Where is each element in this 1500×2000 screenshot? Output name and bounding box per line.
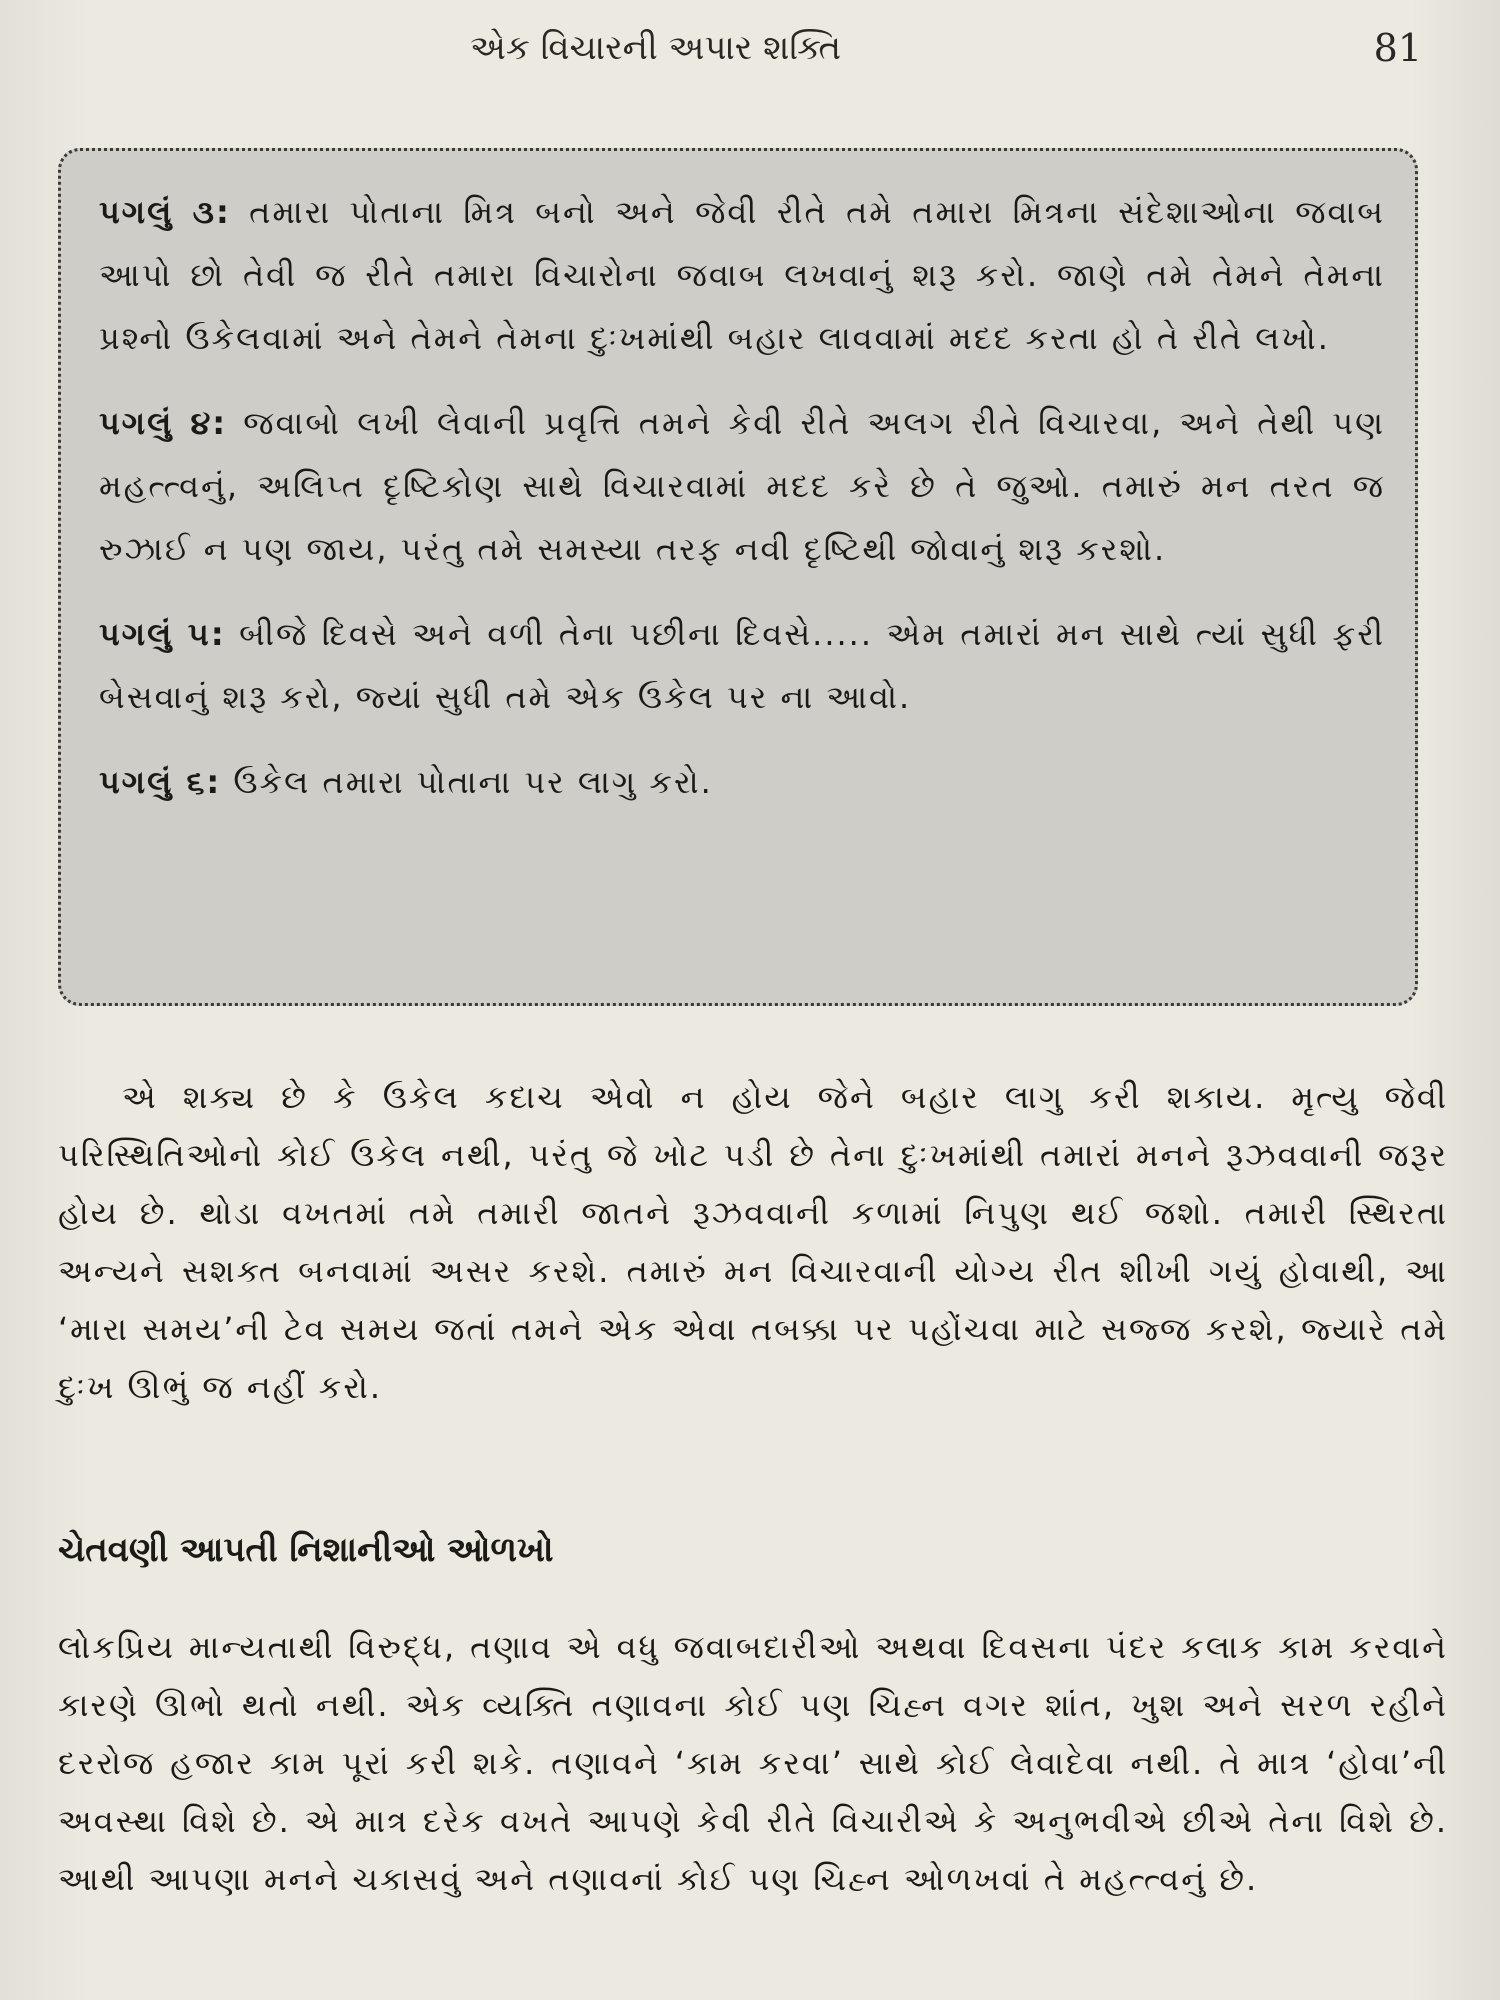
step-6-text: ઉકેલ તમારા પોતાના પર લાગુ કરો. — [233, 763, 713, 801]
steps-box — [58, 148, 1418, 1006]
step-4-label: પગલું ૪: — [99, 404, 228, 442]
body-paragraph-2: લોકપ્રિય માન્યતાથી વિરુદ્ધ, તણાવ એ વધુ જવાબદારીઓ અથવા દિવસના પંદર કલાક કામ કરવાને કારણે ઊભો થતો નથી. એક વ્યક્તિ તણાવના કોઈ પણ ચિહ્ન વગર શાંત, ખુશ અને સરળ રહીને દરરોજ હજાર કામ પૂરાં કરી શકે. તણાવને ‘કામ કરવા’ સાથે કોઈ લેવાદેવા નથી. તે માત્ર ‘હોવા’ની અવસ્થા વિશે છે. એ માત્ર દરેક વખતે આપણે કેવી રીતે વિચારીએ કે અનુભવીએ છીએ તેના વિશે છે. આથી આપણા મનને ચકાસવું અને તણાવનાં કોઈ પણ ચિહ્ન ઓળખવાં તે મહત્ત્વનું છે. — [58, 1628, 1448, 1898]
step-3-text: તમારા પોતાના મિત્ર બનો અને જેવી રીતે તમે તમારા મિત્રના સંદેશાઓના જવાબ આપો છો તેવી જ રીતે તમારા વિચારોના જવાબ લખવાનું શરૂ કરો. જાણે તમે તેમને તેમના પ્રશ્નો ઉકેલવામાં અને તેમને તેમના દુઃખમાંથી બહાર લાવવામાં મદદ કરતા હો તે રીતે લખો. — [99, 193, 1385, 357]
step-4 — [99, 392, 1385, 581]
step-3-label: પગલું ૩: — [99, 193, 231, 231]
step-4-text: જવાબો લખી લેવાની પ્રવૃત્તિ તમને કેવી રીતે અલગ રીતે વિચારવા, અને તેથી પણ મહત્ત્વનું, અલિપ્ત દૃષ્ટિકોણ સાથે વિચારવામાં મદદ કરે છે તે જુઓ. તમારું મન તરત જ રુઝાઈ ન પણ જાય, પરંતુ તમે સમસ્યા તરફ નવી દૃષ્ટિથી જોવાનું શરૂ કરશો. — [99, 404, 1385, 568]
step-6-label: પગલું ૬: — [99, 763, 222, 801]
step-5 — [99, 603, 1385, 729]
step-5-text: બીજે દિવસે અને વળી તેના પછીના દિવસે..... એમ તમારાં મન સાથે ત્યાં સુધી ફરી બેસવાનું શરૂ કરો, જ્યાં સુધી તમે એક ઉકેલ પર ના આવો. — [99, 615, 1385, 716]
step-5-label: પગલું ૫: — [99, 615, 226, 653]
step-6 — [99, 751, 1385, 814]
step-3 — [99, 181, 1385, 370]
running-title: એક વિચારની અપાર શક્તિ — [470, 28, 842, 68]
page-header — [0, 28, 1500, 78]
page-number: 81 — [1373, 26, 1422, 70]
section-heading: ચેતવણી આપતી નિશાનીઓ ઓળખો — [58, 1530, 554, 1570]
body-paragraph-1: એ શક્ય છે કે ઉકેલ કદાચ એવો ન હોય જેને બહાર લાગુ કરી શકાય. મૃત્યુ જેવી પરિસ્થિતિઓનો કોઈ ઉકેલ નથી, પરંતુ જે ખોટ પડી છે તેના દુઃખમાંથી તમારાં મનને રૂઝવવાની જરૂર હોય છે. થોડા વખતમાં તમે તમારી જાતને રૂઝવવાની કળામાં નિપુણ થઈ જશો. તમારી સ્થિરતા અન્યને સશક્ત બનવામાં અસર કરશે. તમારું મન વિચારવાની યોગ્ય રીત શીખી ગયું હોવાથી, આ ‘મારા સમય’ની ટેવ સમય જતાં તમને એક એવા તબક્કા પર પહોંચવા માટે સજ્જ કરશે, જ્યારે તમે દુઃખ ઊભું જ નહીં કરો. — [58, 1078, 1448, 1406]
